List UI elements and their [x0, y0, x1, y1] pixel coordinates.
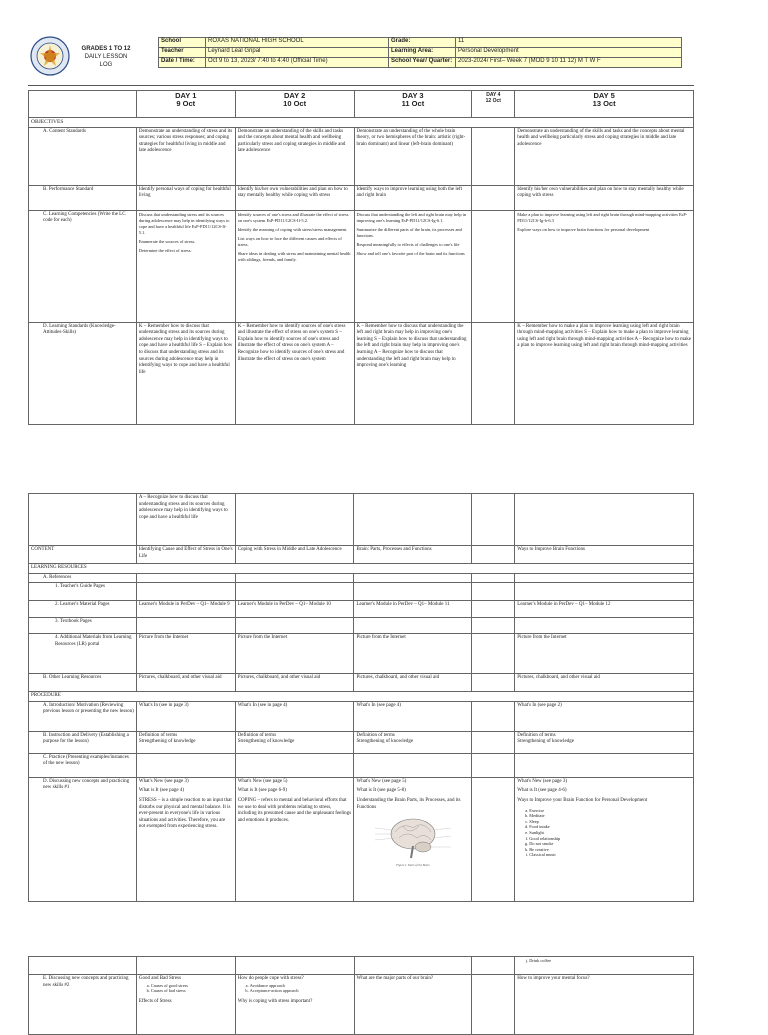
- competencies-d5: Make a plan to improve learning using left and right brain through mind-mapping activities EsP-PD11/12CS-Ig-h-6.3 Explore ways on how to improve brain functions for personal development: [515, 210, 694, 322]
- intro-d1: What's In (see in page 3): [136, 701, 235, 731]
- day1-header: DAY 1 9 Oct: [136, 91, 235, 118]
- deped-seal-icon: [30, 36, 70, 76]
- other-d5: Pictures, chalkboard, and other visual aid: [515, 674, 694, 692]
- intro-label: A. Introduction/ Motivation (Reviewing previous lesson or presenting the new lesson): [29, 701, 137, 731]
- competencies-label: C. Learning Competencies (Write the LC code for each): [29, 210, 137, 322]
- grade-label: Grade:: [389, 38, 456, 48]
- learning-standards-d1: K – Remember how to discuss that understanding stress and its sources during adolescence may help in identifying ways to cope and have a healthful life S – Explain how to discuss that understanding stress and its sources during adolescence may help in identifying ways to cope and have a healthful life: [136, 322, 235, 424]
- procedure-label: PROCEDURE: [29, 692, 694, 702]
- dll-table-page1: [28, 90, 694, 425]
- dll-table-page2: [28, 493, 694, 902]
- list-item: g. Do not smoke: [529, 841, 691, 847]
- grade-value: 11: [456, 38, 682, 48]
- other-d1: Pictures, chalkboard, and other visual aid: [136, 674, 235, 692]
- list-item: d. Food intake: [529, 824, 691, 830]
- content-d3: Brain: Parts, Processes and Functions: [354, 546, 472, 564]
- list-item: j. Drink coffee: [529, 958, 691, 964]
- learning-standards-label: D. Learning Standards (Knowledge-Attitudes-Skills): [29, 322, 137, 424]
- list-item: f. Good relationship: [529, 836, 691, 842]
- additional-d2: Picture from the Internet: [235, 634, 354, 674]
- school-label: School: [159, 38, 206, 48]
- dll-title: GRADES 1 TO 12 DAILY LESSON LOG: [81, 46, 131, 68]
- area-label: Learning Area:: [389, 48, 456, 58]
- materials-d5: Learner's Module in PerDev – Q1– Module 12: [515, 601, 694, 618]
- list-item: h. Be creative: [529, 847, 691, 853]
- list-item: a. Causes of good stress: [151, 983, 233, 989]
- content-standards-label: A. Content Standards: [29, 127, 137, 185]
- content-standards-d1: Demonstrate an understanding of stress and its sources; various stress responses; and coping strategies for healthful living in middle and late adolescence: [136, 127, 235, 185]
- additional-materials-label: 4. Additional Materials from Learning Resources (LR) portal: [29, 634, 137, 674]
- textbook-pages-label: 3. Textbook Pages: [29, 618, 137, 634]
- content-d5: Ways to Improve Brain Functions: [515, 546, 694, 564]
- date-value: Oct 9 to 13, 2023/ 7:40 to 4:40 (Official Time): [206, 58, 389, 68]
- other-d2: Pictures, chalkboard, and other visual aid: [235, 674, 354, 692]
- additional-d5: Picture from the Internet: [515, 634, 694, 674]
- teacher-value: Leynard Leal Gripal: [206, 48, 389, 58]
- content-standards-d3: Demonstrate an understanding of the whole brain theory, or two hemispheres of the brain: artistic (right-brain dominant) and linear (left-brain dominant): [354, 127, 472, 185]
- day3-header: DAY 3 11 Oct: [354, 91, 472, 118]
- intro-d5: What's In (see page 2): [515, 701, 694, 731]
- resources-label: LEARNING RESOURCES: [29, 564, 694, 574]
- learning-standards-d1-cont: A – Recognize how to discuss that understanding stress and its sources during adolescence may help in identifying ways to cope and have a healthful life: [136, 494, 235, 546]
- instruction-d5: Definition of terms Strengthening of knowledge: [515, 731, 694, 753]
- intro-d3: What's In (see page 4): [354, 701, 472, 731]
- practice-label: C. Practice (Presenting examples/instances of the new lesson): [29, 753, 137, 777]
- content-standards-d5: Demonstrate an understanding of the skills and tasks and the concepts about mental health and wellbeing particularly stress and coping strategies in middle and late adolescence: [515, 127, 694, 185]
- brain-ways-list: [517, 808, 691, 858]
- competencies-d3: Discuss that understanding the left and right brain may help in improving one's learning EsP-PD11/12CS-Ig-6.1. Summarize the different parts of the brain, its processes and functions. Respond meaningfully to effects of challenges to one's life Show and tell one's favorite part of the brain and its functions: [354, 210, 472, 322]
- brain-caption: Figure 1. Parts of the Brain: [396, 863, 430, 868]
- instruction-d2: Definition of terms Strengthening of knowledge: [235, 731, 354, 753]
- materials-d2: Learner's Module in PerDev – Q1– Module 10: [235, 601, 354, 618]
- other-d3: Pictures, chalkboard, and other visual aid: [354, 674, 472, 692]
- day2-header: DAY 2 10 Oct: [235, 91, 354, 118]
- sy-label: School Year/ Quarter:: [389, 58, 456, 68]
- performance-standard-d5: Identify his/her own vulnerabilities and plan on how to stay mentally healthy while coping with stress: [515, 185, 694, 210]
- discussion2-d5: How to improve your mental focus?: [515, 975, 694, 1035]
- discussion1-label: D. Discussing new concepts and practicing new skills #1: [29, 777, 137, 901]
- guide-pages-label: 1. Teacher's Guide Pages: [29, 583, 137, 601]
- materials-d3: Learner's Module in PerDev – Q1– Module 11: [354, 601, 472, 618]
- discussion2-d1: Good and Bad Stress a. Causes of good stress b. Causes of bad stress Effects of Stress: [136, 975, 235, 1035]
- content-d1: Identifying Cause and Effect of Stress in One's Life: [136, 546, 235, 564]
- page-1: [0, 0, 768, 450]
- school-value: ROXAS NATIONAL HIGH SCHOOL: [206, 38, 389, 48]
- learning-standards-d5: K – Remember how to make a plan to improve learning using left and right brain through mind-mapping activities S – Explain how to make a plan to improve learning using left and right brain through mind-mapping activities A – Recognize how to make a plan to improve learning using left and right brain through mind-mapping activities: [515, 322, 694, 424]
- sy-value: 2023-2024/ First– Week 7 (MOD 9 10 11 12) M T W F: [456, 58, 682, 68]
- competencies-d1: Discuss that understanding stress and its sources during adolescence may help in identifying ways to cope and have a healthful life EsP-PD11/12CS-If-5.1. Enumerate the sources of stress. Determine the effect of stress.: [136, 210, 235, 322]
- discussion2-d3: What are the major parts of our brain?: [354, 975, 472, 1035]
- list-item: b. Causes of bad stress: [151, 988, 233, 994]
- page-2: [0, 493, 768, 913]
- materials-d1: Learner's Module in PerDev – Q1– Module 9: [136, 601, 235, 618]
- discussion1-d2: What's New (see page 5) What is It (see page 6-9) COPING – refers to mental and behavioral efforts that we use to deal with problems relating to stress, including its presumed cause and the unpleasant feelings and emotions it produces.: [235, 777, 354, 901]
- discussion2-label: E. Discussing new concepts and practicing new skills #2: [29, 975, 137, 1035]
- performance-standard-d3: Identify ways to improve learning using both the left and right brain: [354, 185, 472, 210]
- list-item: c. Sleep: [529, 819, 691, 825]
- references-label: A. References: [29, 573, 137, 583]
- list-item: b. Meditate: [529, 813, 691, 819]
- learning-standards-d2: K – Remember how to identify sources of one's stress and illustrate the effect of stress on one's system S – Explain how to identify sources of one's stress and illustrate the effect of stress on one's system A – Recognize how to identify sources of one's stress and illustrate the effect of stress on one's system: [235, 322, 354, 424]
- learning-standards-d3: K – Remember how to discuss that understanding the left and right brain may help in improving one's learning S – Explain how to discuss that understanding the left and right brain may help in improving one's learning A – Recognize how to discuss that understanding the left and right brain may help in improving one's learning: [354, 322, 472, 424]
- day5-header: DAY 5 13 Oct: [515, 91, 694, 118]
- day4-header: DAY 4 12 Oct: [472, 91, 515, 118]
- competencies-d2: Identify sources of one's stress and illustrate the effect of stress on one's system EsP-PD11/12CS-If-5.2. Identify the meaning of coping with stress/stress management. List ways on how to face the different causes and effects of stress. Share ideas in dealing with stress and maintaining mental health with siblings, friends, and family.: [235, 210, 354, 322]
- list-item: i. Classical music: [529, 852, 691, 858]
- page-3: [0, 956, 768, 1024]
- other-resources-label: B. Other Learning Resources: [29, 674, 137, 692]
- header-separator: [28, 85, 694, 86]
- intro-d2: What's In (see in page 4): [235, 701, 354, 731]
- header-info-table: [158, 37, 682, 68]
- instruction-d3: Definition of terms Strengthening of knowledge: [354, 731, 472, 753]
- brain-ways-list-cont: [515, 957, 694, 975]
- list-item: a. Avoidance approach: [250, 983, 352, 989]
- performance-standard-d2: Identify his/her own vulnerabilities and plan on how to stay mentally healthy while coping with stress: [235, 185, 354, 210]
- discussion1-d1: What's New (see page 3) What is It (see page 4) STRESS – is a simple reaction to an input that disturbs our physical and mental balance. It is ever-present in everyone's life in various situations and activities. Therefore, you are not exempted from experiencing stress.: [136, 777, 235, 901]
- material-pages-label: 2. Learner's Material Pages: [29, 601, 137, 618]
- teacher-label: Teacher: [159, 48, 206, 58]
- list-item: b. Acceptance-action approach: [250, 988, 352, 994]
- brain-diagram: [373, 814, 453, 860]
- date-label: Date / Time:: [159, 58, 206, 68]
- list-item: a. Exercise: [529, 808, 691, 814]
- area-value: Personal Development: [456, 48, 682, 58]
- performance-standard-label: B. Performance Standard: [29, 185, 137, 210]
- content-standards-d2: Demonstrate an understanding of the skills and tasks and the concepts about mental health and wellbeing particularly stress and coping strategies in middle and late adolescence: [235, 127, 354, 185]
- content-label: CONTENT: [29, 546, 137, 564]
- additional-d3: Picture from the Internet: [354, 634, 472, 674]
- list-item: e. Sunlight: [529, 830, 691, 836]
- instruction-d1: Definition of terms Strengthening of knowledge: [136, 731, 235, 753]
- performance-standard-d1: Identify personal ways of coping for healthful living: [136, 185, 235, 210]
- instruction-label: B. Instruction and Delivery (Establishing a purpose for the lesson): [29, 731, 137, 753]
- discussion2-d2: How do people cope with stress? a. Avoidance approach b. Acceptance-action approach Why is coping with stress important?: [235, 975, 354, 1035]
- objectives-label: OBJECTIVES: [29, 118, 694, 128]
- content-d2: Coping with Stress in Middle and Late Adolescence: [235, 546, 354, 564]
- discussion1-d3: What's New (see page 5) What is It (see page 5-8) Understanding the Brain Parts, its Processes, and its Functions Figure 1. Parts of the Brain: [354, 777, 472, 901]
- additional-d1: Picture from the Internet: [136, 634, 235, 674]
- dll-table-page3: [28, 956, 694, 1035]
- discussion1-d5: What's New (see page 3) What is It (see page 4-6) Ways to Improve your Brain Function for Personal Development a. Exercise b. Meditate c. Sleep d. Food intake e. Sunlight f. Good relationship g. Do not smoke h. Be creative i. Classical music: [515, 777, 694, 901]
